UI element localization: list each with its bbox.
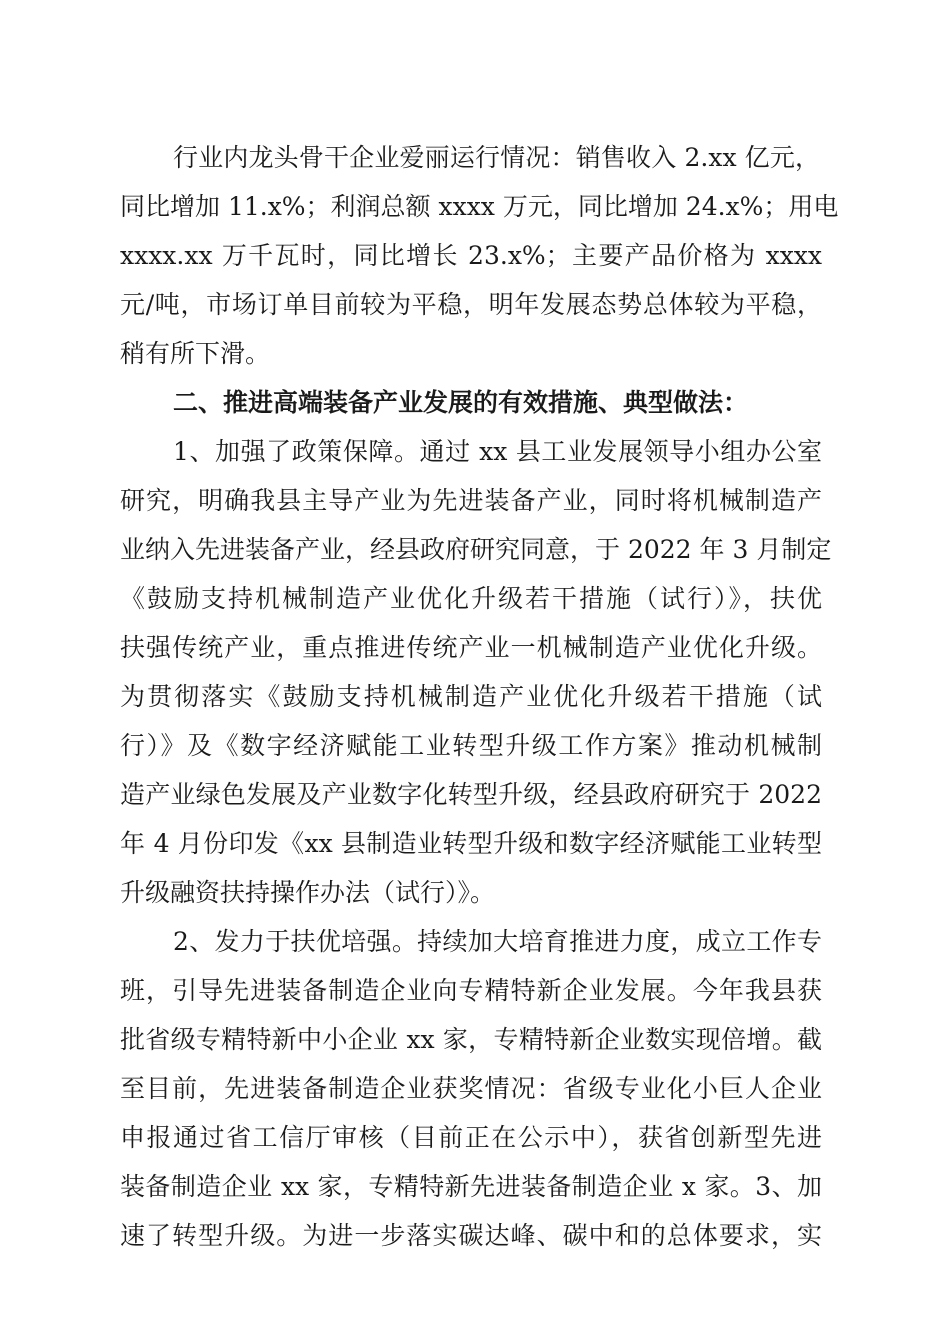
section-heading: 二、推进高端装备产业发展的有效措施、典型做法：: [173, 388, 749, 417]
paragraph-line: 研究，明确我县主导产业为先进装备产业，同时将机械制造产: [120, 486, 822, 515]
paragraph-line: 至目前，先进装备制造企业获奖情况：省级专业化小巨人企业: [120, 1074, 822, 1103]
paragraph-line: 年 4 月份印发《xx 县制造业转型升级和数字经济赋能工业转型: [120, 829, 822, 858]
paragraph-line: 速了转型升级。为进一步落实碳达峰、碳中和的总体要求，实: [120, 1221, 822, 1250]
paragraph-line: 为贯彻落实《鼓励支持机械制造产业优化升级若干措施（试: [120, 682, 822, 711]
paragraph-line: xxxx.xx 万千瓦时，同比增长 23.x%；主要产品价格为 xxxx: [120, 241, 822, 270]
paragraph-line: 《鼓励支持机械制造产业优化升级若干措施（试行）》，扶优: [120, 584, 822, 613]
paragraph-line: 班，引导先进装备制造企业向专精特新企业发展。今年我县获: [120, 976, 822, 1005]
paragraph-line: 2、发力于扶优培强。持续加大培育推进力度，成立工作专: [173, 927, 822, 956]
paragraph-line: 稍有所下滑。: [120, 339, 271, 368]
paragraph-line: 行）》及《数字经济赋能工业转型升级工作方案》推动机械制: [120, 731, 822, 760]
paragraph-line: 行业内龙头骨干企业爱丽运行情况：销售收入 2.xx 亿元，: [173, 143, 820, 172]
paragraph-line: 1、加强了政策保障。通过 xx 县工业发展领导小组办公室: [173, 437, 822, 466]
paragraph-line: 扶强传统产业，重点推进传统产业一机械制造产业优化升级。: [120, 633, 822, 662]
paragraph-line: 申报通过省工信厅审核（目前正在公示中），获省创新型先进: [120, 1123, 822, 1152]
paragraph-line: 元/吨，市场订单目前较为平稳，明年发展态势总体较为平稳，: [120, 290, 822, 319]
paragraph-line: 业纳入先进装备产业，经县政府研究同意，于 2022 年 3 月制定: [120, 535, 832, 564]
paragraph-line: 批省级专精特新中小企业 xx 家，专精特新企业数实现倍增。截: [120, 1025, 822, 1054]
paragraph-line: 升级融资扶持操作办法（试行）》。: [120, 878, 496, 907]
paragraph-line: 装备制造企业 xx 家，专精特新先进装备制造企业 x 家。3、加: [120, 1172, 822, 1201]
paragraph-line: 同比增加 11.x%；利润总额 xxxx 万元，同比增加 24.x%；用电: [120, 192, 839, 221]
paragraph-line: 造产业绿色发展及产业数字化转型升级，经县政府研究于 2022: [120, 780, 822, 809]
